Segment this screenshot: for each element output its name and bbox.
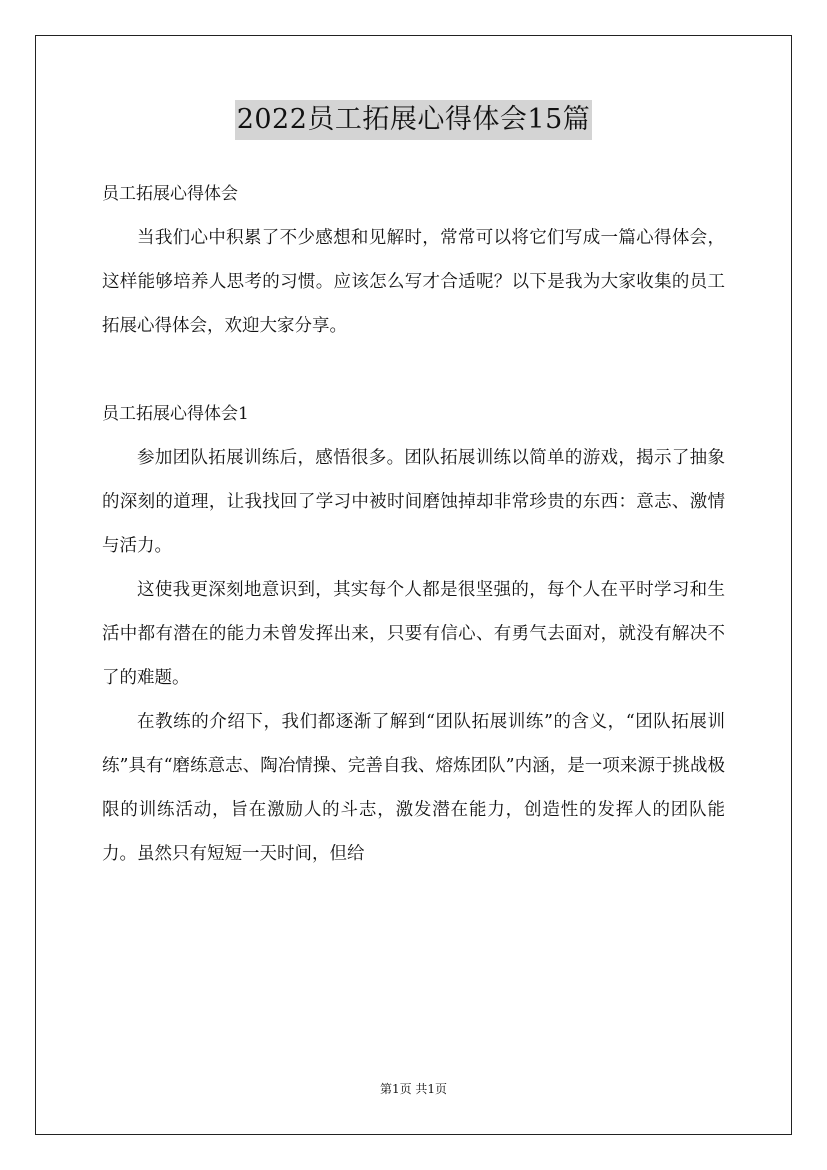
intro-heading: 员工拓展心得体会	[102, 184, 238, 204]
section-spacer	[102, 348, 725, 392]
section1-paragraph-1: 参加团队拓展训练后，感悟很多。团队拓展训练以简单的游戏，揭示了抽象的深刻的道理，让我找回了学习中被时间磨蚀掉却非常珍贵的东西：意志、激情与活力。	[102, 448, 725, 556]
intro-paragraph: 当我们心中积累了不少感想和见解时，常常可以将它们写成一篇心得体会，这样能够培养人思考的习惯。应该怎么写才合适呢？以下是我为大家收集的员工拓展心得体会，欢迎大家分享。	[102, 228, 725, 336]
section1-heading: 员工拓展心得体会1	[102, 404, 249, 424]
page-footer: 第1页 共1页	[379, 1082, 448, 1096]
title-container	[0, 100, 827, 140]
section1-paragraph-2: 这使我更深刻地意识到，其实每个人都是很坚强的，每个人在平时学习和生活中都有潜在的能力未曾发挥出来，只要有信心、有勇气去面对，就没有解决不了的难题。	[102, 580, 725, 688]
document-title: 2022员工拓展心得体会15篇	[235, 100, 593, 140]
document-body	[102, 172, 725, 876]
section1-paragraph-3: 在教练的介绍下，我们都逐渐了解到“团队拓展训练”的含义，“团队拓展训练”具有“磨练意志、陶冶情操、完善自我、熔炼团队”内涵，是一项来源于挑战极限的训练活动，旨在激励人的斗志，激发潜在能力，创造性的发挥人的团队能力。虽然只有短短一天时间，但给	[102, 712, 725, 864]
